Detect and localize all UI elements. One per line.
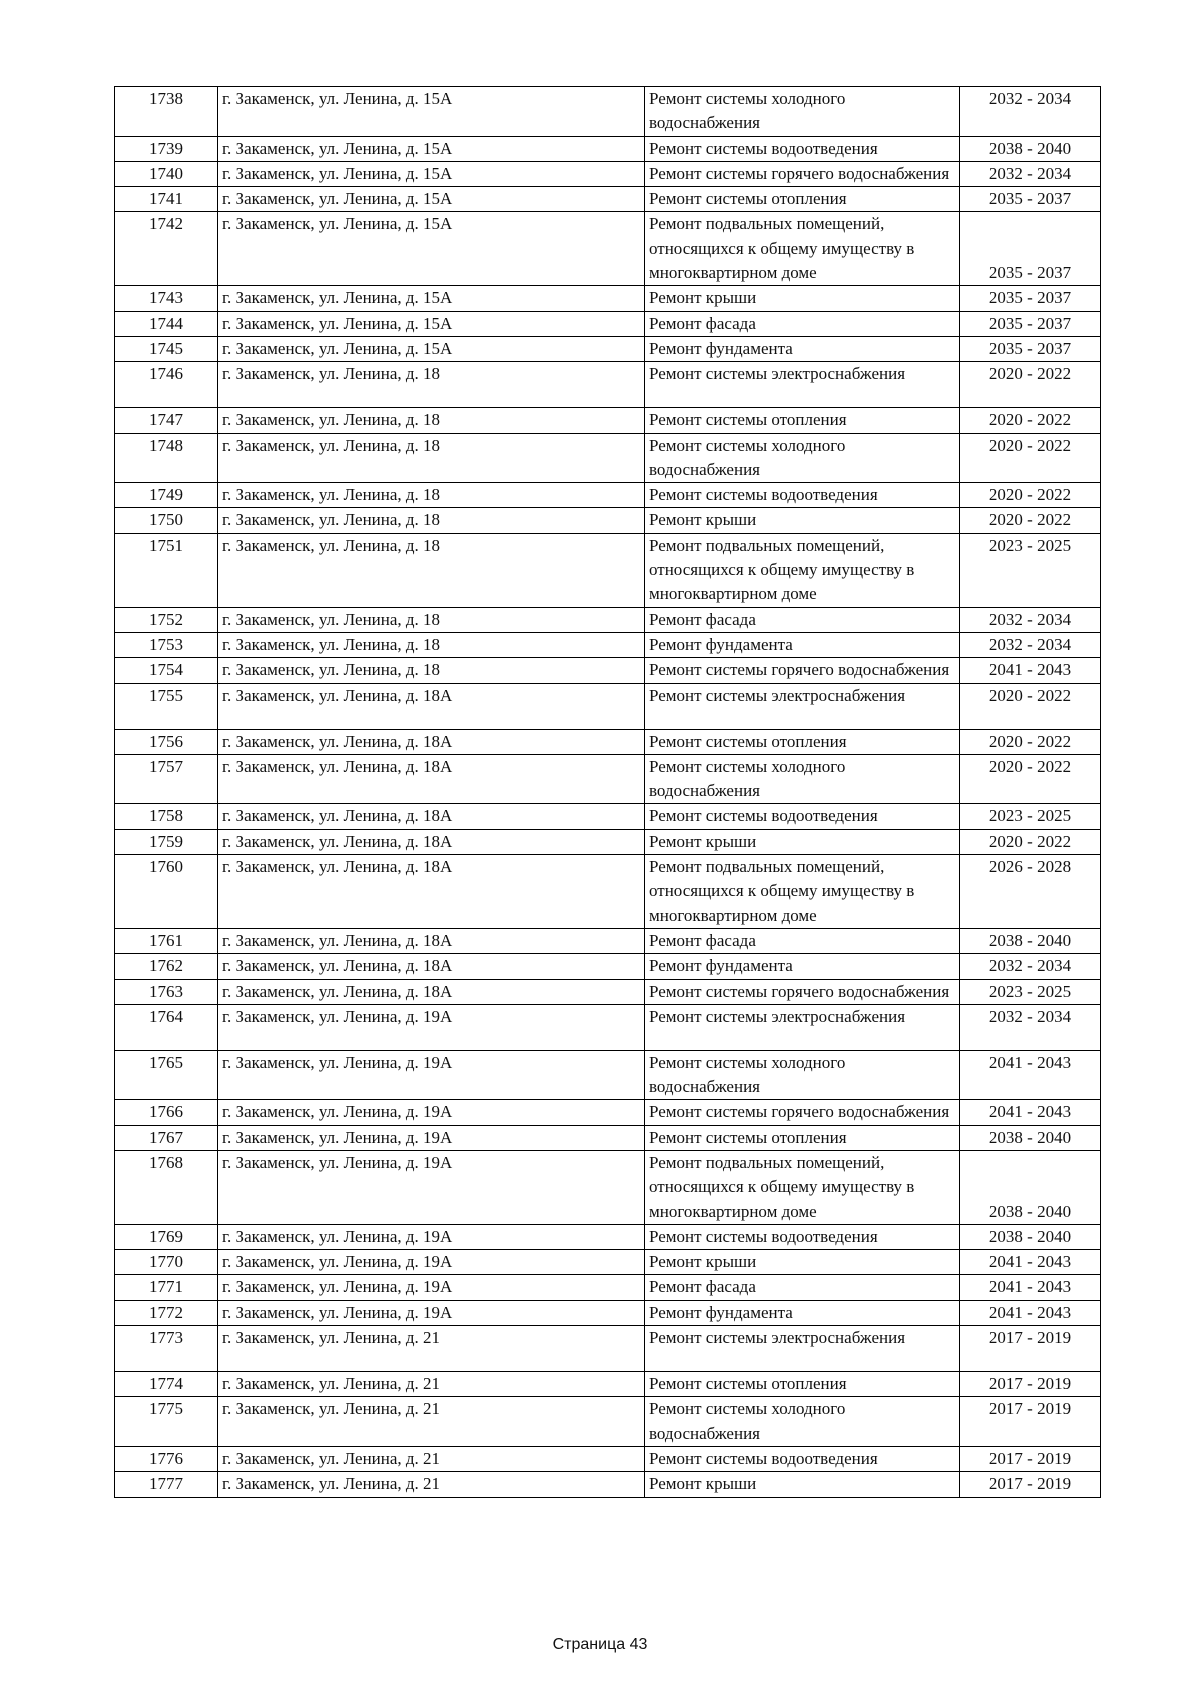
table-row xyxy=(115,804,1101,829)
row-address: г. Закаменск, ул. Ленина, д. 18А xyxy=(218,979,645,1004)
row-address: г. Закаменск, ул. Ленина, д. 21 xyxy=(218,1326,645,1372)
page-number: Страница 43 xyxy=(552,1636,648,1653)
table-body xyxy=(115,87,1101,1498)
table-row xyxy=(115,1446,1101,1471)
table-row xyxy=(115,1050,1101,1100)
row-number: 1743 xyxy=(115,286,218,311)
row-address: г. Закаменск, ул. Ленина, д. 19А xyxy=(218,1125,645,1150)
row-period: 2032 - 2034 xyxy=(960,954,1101,979)
row-period: 2041 - 2043 xyxy=(960,1300,1101,1325)
table-row xyxy=(115,632,1101,657)
row-period: 2038 - 2040 xyxy=(960,136,1101,161)
row-work-type: Ремонт крыши xyxy=(645,508,960,533)
table-row xyxy=(115,87,1101,137)
row-period: 2032 - 2034 xyxy=(960,87,1101,137)
row-period: 2020 - 2022 xyxy=(960,508,1101,533)
row-period: 2017 - 2019 xyxy=(960,1472,1101,1497)
row-address: г. Закаменск, ул. Ленина, д. 15А xyxy=(218,336,645,361)
row-period: 2041 - 2043 xyxy=(960,658,1101,683)
table-row xyxy=(115,336,1101,361)
row-number: 1738 xyxy=(115,87,218,137)
row-number: 1759 xyxy=(115,829,218,854)
row-number: 1745 xyxy=(115,336,218,361)
row-number: 1768 xyxy=(115,1150,218,1224)
row-period: 2020 - 2022 xyxy=(960,729,1101,754)
row-work-type: Ремонт фундамента xyxy=(645,632,960,657)
row-period: 2032 - 2034 xyxy=(960,632,1101,657)
row-address: г. Закаменск, ул. Ленина, д. 18 xyxy=(218,408,645,433)
row-address: г. Закаменск, ул. Ленина, д. 19А xyxy=(218,1275,645,1300)
row-period: 2020 - 2022 xyxy=(960,408,1101,433)
row-work-type: Ремонт фасада xyxy=(645,607,960,632)
table-row xyxy=(115,508,1101,533)
row-period: 2020 - 2022 xyxy=(960,683,1101,729)
row-work-type: Ремонт системы холодного водоснабжения xyxy=(645,1397,960,1447)
row-period: 2038 - 2040 xyxy=(960,928,1101,953)
row-number: 1748 xyxy=(115,433,218,483)
table-row xyxy=(115,1326,1101,1372)
row-address: г. Закаменск, ул. Ленина, д. 21 xyxy=(218,1372,645,1397)
row-work-type: Ремонт подвальных помещений, относящихся к общему имуществу в многоквартирном доме xyxy=(645,1150,960,1224)
row-work-type: Ремонт системы отопления xyxy=(645,1125,960,1150)
row-number: 1771 xyxy=(115,1275,218,1300)
row-address: г. Закаменск, ул. Ленина, д. 21 xyxy=(218,1397,645,1447)
row-number: 1774 xyxy=(115,1372,218,1397)
row-work-type: Ремонт фундамента xyxy=(645,1300,960,1325)
row-number: 1752 xyxy=(115,607,218,632)
table-row xyxy=(115,954,1101,979)
row-work-type: Ремонт системы холодного водоснабжения xyxy=(645,754,960,804)
row-work-type: Ремонт крыши xyxy=(645,1472,960,1497)
row-period: 2041 - 2043 xyxy=(960,1100,1101,1125)
row-address: г. Закаменск, ул. Ленина, д. 19А xyxy=(218,1150,645,1224)
row-number: 1777 xyxy=(115,1472,218,1497)
table-row xyxy=(115,1100,1101,1125)
row-period: 2035 - 2037 xyxy=(960,311,1101,336)
table-row xyxy=(115,362,1101,408)
row-number: 1761 xyxy=(115,928,218,953)
row-number: 1769 xyxy=(115,1224,218,1249)
row-number: 1754 xyxy=(115,658,218,683)
row-number: 1744 xyxy=(115,311,218,336)
row-address: г. Закаменск, ул. Ленина, д. 15А xyxy=(218,87,645,137)
row-work-type: Ремонт подвальных помещений, относящихся к общему имуществу в многоквартирном доме xyxy=(645,855,960,929)
table-row xyxy=(115,161,1101,186)
row-work-type: Ремонт системы горячего водоснабжения xyxy=(645,979,960,1004)
row-number: 1765 xyxy=(115,1050,218,1100)
row-address: г. Закаменск, ул. Ленина, д. 15А xyxy=(218,286,645,311)
table-row xyxy=(115,754,1101,804)
row-period: 2023 - 2025 xyxy=(960,804,1101,829)
row-work-type: Ремонт системы водоотведения xyxy=(645,483,960,508)
row-address: г. Закаменск, ул. Ленина, д. 18А xyxy=(218,729,645,754)
row-address: г. Закаменск, ул. Ленина, д. 18А xyxy=(218,829,645,854)
row-work-type: Ремонт системы электроснабжения xyxy=(645,362,960,408)
table-row xyxy=(115,1250,1101,1275)
table-row xyxy=(115,136,1101,161)
row-number: 1776 xyxy=(115,1446,218,1471)
table-row xyxy=(115,311,1101,336)
row-address: г. Закаменск, ул. Ленина, д. 18А xyxy=(218,928,645,953)
table-row xyxy=(115,433,1101,483)
row-address: г. Закаменск, ул. Ленина, д. 18 xyxy=(218,433,645,483)
row-address: г. Закаменск, ул. Ленина, д. 18 xyxy=(218,483,645,508)
row-period: 2035 - 2037 xyxy=(960,187,1101,212)
row-work-type: Ремонт системы водоотведения xyxy=(645,136,960,161)
row-work-type: Ремонт системы отопления xyxy=(645,408,960,433)
row-work-type: Ремонт системы горячего водоснабжения xyxy=(645,658,960,683)
row-address: г. Закаменск, ул. Ленина, д. 19А xyxy=(218,1004,645,1050)
row-period: 2035 - 2037 xyxy=(960,336,1101,361)
table-row xyxy=(115,1150,1101,1224)
row-period: 2041 - 2043 xyxy=(960,1275,1101,1300)
row-period: 2032 - 2034 xyxy=(960,161,1101,186)
table-row xyxy=(115,1224,1101,1249)
repair-schedule-table xyxy=(114,86,1101,1498)
row-address: г. Закаменск, ул. Ленина, д. 15А xyxy=(218,212,645,286)
row-number: 1740 xyxy=(115,161,218,186)
row-number: 1763 xyxy=(115,979,218,1004)
table-row xyxy=(115,1372,1101,1397)
row-work-type: Ремонт системы отопления xyxy=(645,1372,960,1397)
row-address: г. Закаменск, ул. Ленина, д. 18А xyxy=(218,804,645,829)
row-address: г. Закаменск, ул. Ленина, д. 21 xyxy=(218,1472,645,1497)
row-work-type: Ремонт системы холодного водоснабжения xyxy=(645,433,960,483)
row-address: г. Закаменск, ул. Ленина, д. 18 xyxy=(218,607,645,632)
table-row xyxy=(115,829,1101,854)
row-address: г. Закаменск, ул. Ленина, д. 18 xyxy=(218,362,645,408)
row-number: 1755 xyxy=(115,683,218,729)
table-row xyxy=(115,683,1101,729)
row-period: 2020 - 2022 xyxy=(960,483,1101,508)
row-number: 1753 xyxy=(115,632,218,657)
table-row xyxy=(115,187,1101,212)
row-work-type: Ремонт системы электроснабжения xyxy=(645,1004,960,1050)
row-address: г. Закаменск, ул. Ленина, д. 15А xyxy=(218,161,645,186)
row-number: 1751 xyxy=(115,533,218,607)
row-period: 2032 - 2034 xyxy=(960,607,1101,632)
row-number: 1757 xyxy=(115,754,218,804)
row-work-type: Ремонт системы горячего водоснабжения xyxy=(645,161,960,186)
row-number: 1756 xyxy=(115,729,218,754)
row-period: 2035 - 2037 xyxy=(960,286,1101,311)
table-row xyxy=(115,286,1101,311)
row-number: 1775 xyxy=(115,1397,218,1447)
row-work-type: Ремонт фасада xyxy=(645,928,960,953)
row-period: 2020 - 2022 xyxy=(960,433,1101,483)
row-number: 1764 xyxy=(115,1004,218,1050)
row-work-type: Ремонт системы водоотведения xyxy=(645,804,960,829)
row-number: 1747 xyxy=(115,408,218,433)
row-period: 2026 - 2028 xyxy=(960,855,1101,929)
row-work-type: Ремонт системы водоотведения xyxy=(645,1446,960,1471)
table-row xyxy=(115,408,1101,433)
table-row xyxy=(115,607,1101,632)
row-work-type: Ремонт подвальных помещений, относящихся к общему имуществу в многоквартирном доме xyxy=(645,212,960,286)
row-number: 1741 xyxy=(115,187,218,212)
row-period: 2020 - 2022 xyxy=(960,362,1101,408)
row-address: г. Закаменск, ул. Ленина, д. 18 xyxy=(218,658,645,683)
row-address: г. Закаменск, ул. Ленина, д. 19А xyxy=(218,1224,645,1249)
table-row xyxy=(115,1397,1101,1447)
row-period: 2038 - 2040 xyxy=(960,1224,1101,1249)
row-address: г. Закаменск, ул. Ленина, д. 18 xyxy=(218,508,645,533)
row-work-type: Ремонт крыши xyxy=(645,286,960,311)
row-address: г. Закаменск, ул. Ленина, д. 21 xyxy=(218,1446,645,1471)
row-number: 1766 xyxy=(115,1100,218,1125)
row-address: г. Закаменск, ул. Ленина, д. 19А xyxy=(218,1050,645,1100)
row-period: 2038 - 2040 xyxy=(960,1125,1101,1150)
row-work-type: Ремонт системы электроснабжения xyxy=(645,1326,960,1372)
row-number: 1760 xyxy=(115,855,218,929)
row-work-type: Ремонт фасада xyxy=(645,1275,960,1300)
row-work-type: Ремонт системы электроснабжения xyxy=(645,683,960,729)
row-address: г. Закаменск, ул. Ленина, д. 15А xyxy=(218,311,645,336)
row-address: г. Закаменск, ул. Ленина, д. 19А xyxy=(218,1100,645,1125)
row-work-type: Ремонт подвальных помещений, относящихся к общему имуществу в многоквартирном доме xyxy=(645,533,960,607)
row-number: 1772 xyxy=(115,1300,218,1325)
row-address: г. Закаменск, ул. Ленина, д. 18 xyxy=(218,533,645,607)
schedule-table-container xyxy=(114,86,1100,1498)
table-row xyxy=(115,1275,1101,1300)
row-address: г. Закаменск, ул. Ленина, д. 18А xyxy=(218,754,645,804)
row-period: 2017 - 2019 xyxy=(960,1326,1101,1372)
table-row xyxy=(115,729,1101,754)
row-period: 2041 - 2043 xyxy=(960,1250,1101,1275)
row-number: 1767 xyxy=(115,1125,218,1150)
row-address: г. Закаменск, ул. Ленина, д. 18А xyxy=(218,855,645,929)
row-address: г. Закаменск, ул. Ленина, д. 15А xyxy=(218,187,645,212)
table-row xyxy=(115,979,1101,1004)
table-row xyxy=(115,1300,1101,1325)
row-address: г. Закаменск, ул. Ленина, д. 15А xyxy=(218,136,645,161)
row-work-type: Ремонт системы водоотведения xyxy=(645,1224,960,1249)
table-row xyxy=(115,212,1101,286)
row-address: г. Закаменск, ул. Ленина, д. 19А xyxy=(218,1300,645,1325)
row-number: 1739 xyxy=(115,136,218,161)
table-row xyxy=(115,855,1101,929)
row-period: 2017 - 2019 xyxy=(960,1372,1101,1397)
row-period: 2017 - 2019 xyxy=(960,1397,1101,1447)
row-number: 1773 xyxy=(115,1326,218,1372)
row-number: 1749 xyxy=(115,483,218,508)
row-work-type: Ремонт крыши xyxy=(645,1250,960,1275)
row-work-type: Ремонт системы горячего водоснабжения xyxy=(645,1100,960,1125)
row-work-type: Ремонт системы отопления xyxy=(645,729,960,754)
row-work-type: Ремонт системы холодного водоснабжения xyxy=(645,1050,960,1100)
row-number: 1746 xyxy=(115,362,218,408)
row-period: 2020 - 2022 xyxy=(960,754,1101,804)
row-work-type: Ремонт крыши xyxy=(645,829,960,854)
row-work-type: Ремонт системы отопления xyxy=(645,187,960,212)
table-row xyxy=(115,658,1101,683)
table-row xyxy=(115,928,1101,953)
row-period: 2023 - 2025 xyxy=(960,533,1101,607)
row-period: 2017 - 2019 xyxy=(960,1446,1101,1471)
row-period: 2041 - 2043 xyxy=(960,1050,1101,1100)
row-work-type: Ремонт фасада xyxy=(645,311,960,336)
row-number: 1762 xyxy=(115,954,218,979)
row-address: г. Закаменск, ул. Ленина, д. 18А xyxy=(218,954,645,979)
row-number: 1742 xyxy=(115,212,218,286)
row-work-type: Ремонт фундамента xyxy=(645,954,960,979)
table-row xyxy=(115,1472,1101,1497)
row-number: 1750 xyxy=(115,508,218,533)
table-row xyxy=(115,483,1101,508)
row-work-type: Ремонт фундамента xyxy=(645,336,960,361)
table-row xyxy=(115,1125,1101,1150)
row-period: 2038 - 2040 xyxy=(960,1150,1101,1224)
row-address: г. Закаменск, ул. Ленина, д. 19А xyxy=(218,1250,645,1275)
row-period: 2032 - 2034 xyxy=(960,1004,1101,1050)
row-period: 2020 - 2022 xyxy=(960,829,1101,854)
row-number: 1758 xyxy=(115,804,218,829)
table-row xyxy=(115,1004,1101,1050)
row-work-type: Ремонт системы холодного водоснабжения xyxy=(645,87,960,137)
row-address: г. Закаменск, ул. Ленина, д. 18 xyxy=(218,632,645,657)
table-row xyxy=(115,533,1101,607)
row-address: г. Закаменск, ул. Ленина, д. 18А xyxy=(218,683,645,729)
row-period: 2023 - 2025 xyxy=(960,979,1101,1004)
row-period: 2035 - 2037 xyxy=(960,212,1101,286)
row-number: 1770 xyxy=(115,1250,218,1275)
